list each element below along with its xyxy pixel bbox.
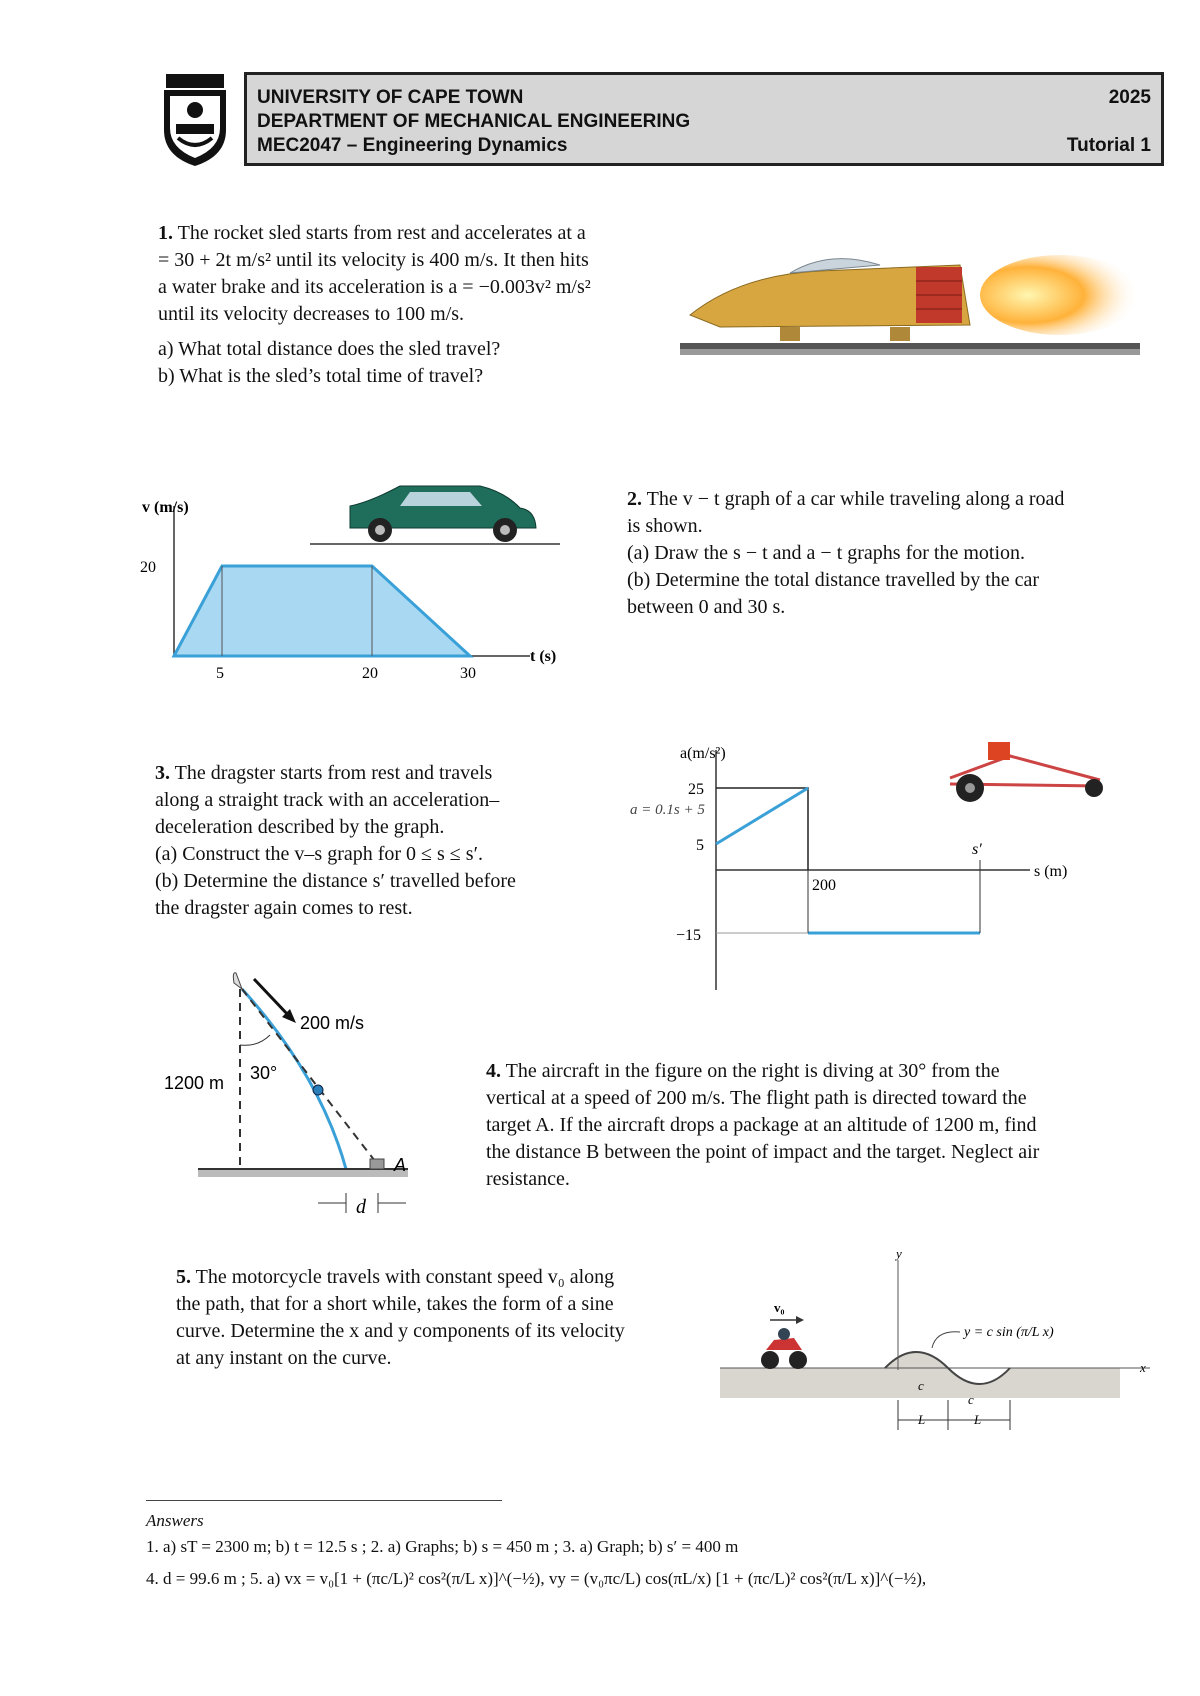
q4-distance: d [356,1196,366,1218]
q4-aircraft-figure [150,965,440,1225]
q1-line: = 30 + 2t m/s² until its velocity is 400 m/s. It then hits [158,249,589,271]
q1-line: a water brake and its acceleration is a = −0.003v² m/s² [158,276,591,298]
department-name: DEPARTMENT OF MECHANICAL ENGINEERING [257,111,691,132]
answers-section [146,1508,1186,1592]
q3-line: (b) Determine the distance s′ travelled before [155,870,516,892]
q1-number: 1. [158,222,173,244]
answers-line-2: 4. d = 99.6 m ; 5. a) vx = v₀[1 + (πc/L)² cos²(π/L x)]^(−½), vy = (v₀πc/L) cos(πL/x) [1 + (πc/L)² cos²(π/L x)]^(−½), [146,1569,927,1588]
q5-length: L [918,1412,926,1427]
question-5 [176,1264,716,1372]
q2-ytick: 20 [140,559,156,576]
q3-line: deceleration described by the graph. [155,816,445,838]
q5-yaxis: y [896,1250,902,1261]
q4-line: resistance. [486,1168,570,1190]
q2-vt-graph [110,456,590,696]
q5-amplitude: c [968,1392,974,1407]
q4-number: 4. [486,1060,501,1082]
car-image [310,486,560,544]
q4-angle: 30° [250,1063,278,1083]
q5-number: 5. [176,1266,191,1288]
q3-sprime: s′ [972,841,982,858]
q1-part-a: a) What total distance does the sled travel? [158,338,501,360]
q3-ytick: −15 [676,927,702,944]
q3-number: 3. [155,762,170,784]
year: 2025 [1108,87,1151,108]
q5-equation: y = c sin (π/L x) [964,1325,1054,1340]
q3-equation: a = 0.1s + 5 [630,802,705,818]
q3-line: (a) Construct the v–s graph for 0 ≤ s ≤ s′. [155,843,483,865]
rocket-sled-image [680,235,1140,365]
q2-xlabel: t (s) [530,648,557,665]
q2-number: 2. [627,488,642,510]
q5-amplitude: c [918,1378,924,1393]
dragster-image [950,742,1103,802]
q5-line: The motorcycle travels with constant speed v₀ along [195,1266,615,1288]
q2-line: between 0 and 30 s. [627,596,786,618]
q3-as-graph [620,730,1140,1000]
university-name: UNIVERSITY OF CAPE TOWN [257,87,524,108]
q2-line: The v − t graph of a car while traveling along a road [646,488,1065,510]
q2-line: (a) Draw the s − t and a − t graphs for the motion. [627,542,1026,564]
q4-line: vertical at a speed of 200 m/s. The flight path is directed toward the [486,1087,1027,1109]
answers-title: Answers [146,1511,204,1530]
q3-line: along a straight track with an acceleration– [155,789,500,811]
q4-line: target A. If the aircraft drops a package at an altitude of 1200 m, find [486,1114,1037,1136]
question-2 [627,486,1167,621]
q4-line: the distance B between the point of impact and the target. Neglect air [486,1141,1040,1163]
q3-xlabel: s (m) [1034,863,1068,880]
q1-line: The rocket sled starts from rest and accelerates at a [177,222,586,244]
q2-line: (b) Determine the total distance travelled by the car [627,569,1040,591]
motorcycle-image [761,1328,807,1369]
q4-height: 1200 m [164,1073,225,1093]
header-box [244,72,1164,166]
q3-line: The dragster starts from rest and travels [174,762,493,784]
tutorial-label: Tutorial 1 [1066,135,1151,156]
university-crest-logo [160,72,230,168]
question-3 [155,760,615,922]
answers-line-1: 1. a) sT = 2300 m; b) t = 12.5 s ; 2. a) Graphs; b) s = 450 m ; 3. a) Graph; b) s′ = 400 m [146,1537,739,1556]
answers-divider [146,1500,502,1501]
question-1 [158,220,678,390]
q3-ytick: 5 [696,837,704,854]
q2-ylabel: v (m/s) [142,499,189,516]
q4-target: A [394,1155,407,1175]
q2-xtick: 30 [460,665,476,682]
q2-xtick: 20 [362,665,378,682]
q2-line: is shown. [627,515,703,537]
q5-v0: v₀ [774,1300,785,1315]
q5-line: curve. Determine the x and y components of its velocity [176,1320,625,1342]
q3-ylabel: a(m/s²) [680,745,726,762]
q5-motorcycle-figure [720,1250,1160,1440]
q2-xtick: 5 [216,665,224,682]
q5-line: at any instant on the curve. [176,1347,392,1369]
q4-line: The aircraft in the figure on the right is diving at 30° from the [505,1060,1000,1082]
q3-xtick: 200 [812,877,836,894]
q5-xaxis: x [1140,1360,1146,1375]
q1-line: until its velocity decreases to 100 m/s. [158,303,465,325]
question-4 [486,1058,1166,1193]
q5-length: L [974,1412,982,1427]
q3-line: the dragster again comes to rest. [155,897,413,919]
course-name: MEC2047 – Engineering Dynamics [257,135,568,156]
q5-line: the path, that for a short while, takes the form of a sine [176,1293,614,1315]
q1-part-b: b) What is the sled’s total time of travel? [158,365,484,387]
q4-speed: 200 m/s [300,1013,365,1033]
q3-ytick: 25 [688,781,704,798]
